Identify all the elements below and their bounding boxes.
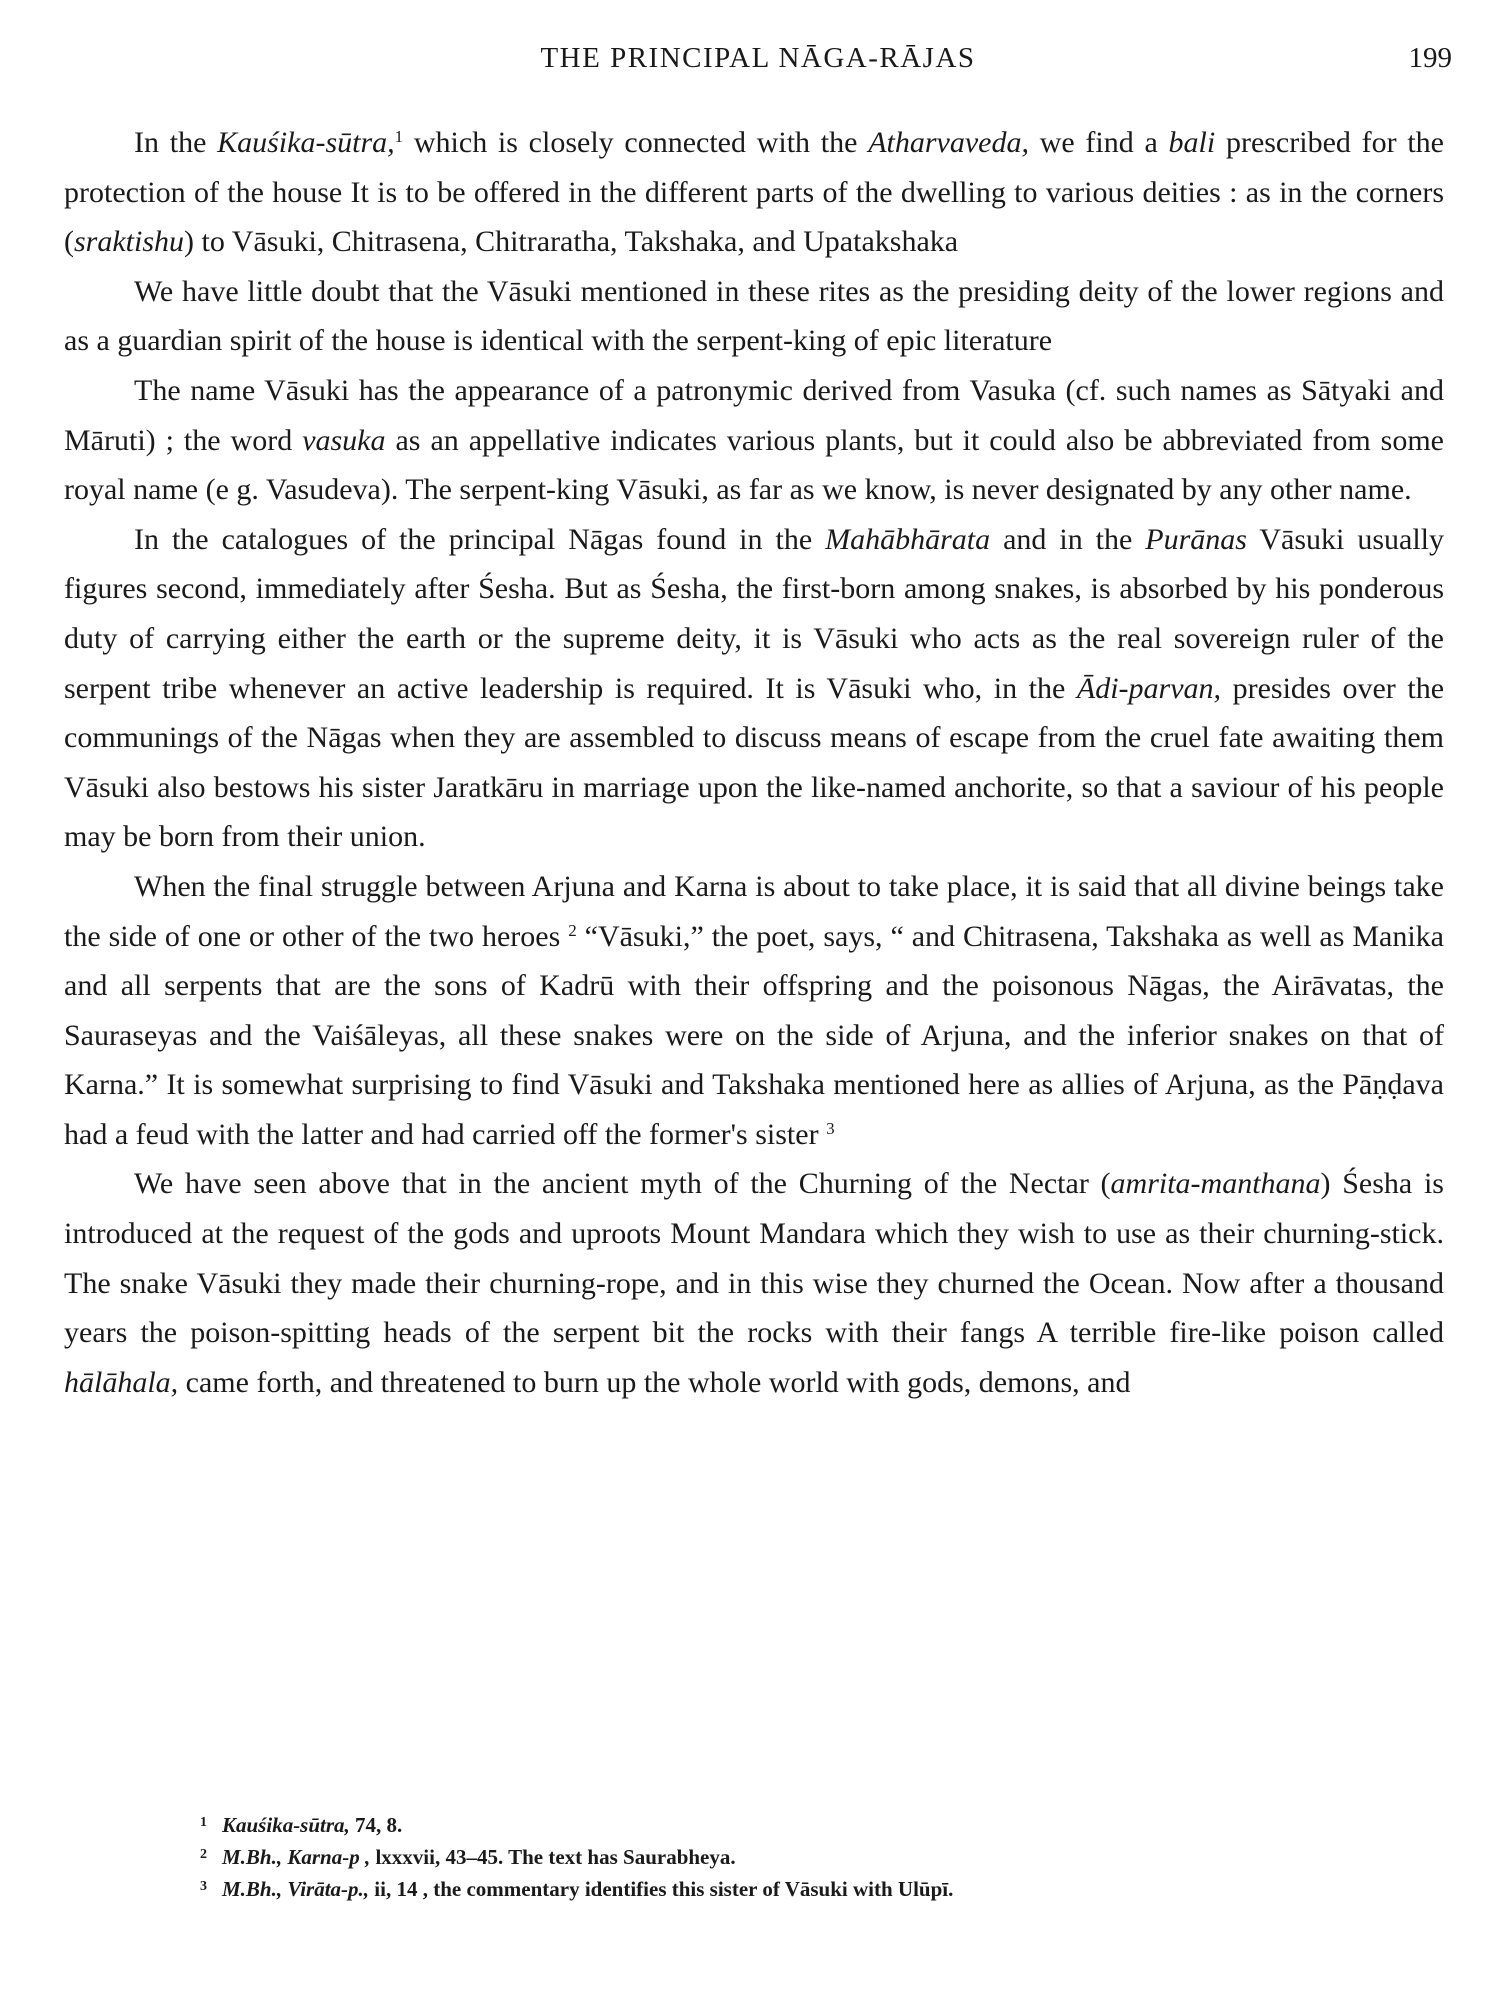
- footnote-source: M.Bh., Karna-p ,: [222, 1845, 371, 1869]
- italic-term: Purānas: [1145, 522, 1247, 556]
- paragraph-2: We have little doubt that the Vāsuki mentioned in these rites as the presiding deity of the lower regions and as a guardian spirit of the house is identical with the serpent-king of epic literature: [64, 274, 1444, 358]
- paragraph-1: [64, 118, 1444, 267]
- text-run: and in the: [990, 522, 1146, 556]
- text-run: In the: [134, 126, 218, 159]
- text-run: we find a: [1028, 126, 1169, 159]
- footnote-text: ii, 14 , the commentary identifies this sister of Vāsuki with Ulūpī.: [369, 1877, 954, 1901]
- text-run: When the final struggle between Arjuna and Karna is about to take place, it is said that all divine beings take the side of one or other of the two heroes: [64, 869, 1444, 953]
- italic-term: vasuka: [302, 423, 386, 457]
- text-run: Vāsuki usually figures second, immediately after Śesha. But as Śesha, the first-born among snakes, is absorbed by his ponderous duty of carrying either the earth or the supreme deity, it is Vāsuki who acts as the real sovereign ruler of the serpent tribe whenever an active leadership is required. It is Vāsuki who, in the: [64, 522, 1444, 705]
- footnotes: [200, 1808, 1360, 1904]
- text-run: presides over the communings of the Nāgas when they are assembled to discuss means of escape from the cruel fate awaiting them Vāsuki also bestows his sister Jaratkāru in marriage upon the like-named anchorite, so that a saviour of his people may be born from their union.: [64, 671, 1445, 854]
- italic-term: sraktishu: [74, 225, 185, 259]
- footnote-2: [200, 1840, 1360, 1872]
- body-text: [64, 118, 1444, 1407]
- italic-term: amrita-manthana: [1110, 1167, 1321, 1201]
- footnote-3: [200, 1872, 1360, 1904]
- page-title: THE PRINCIPAL NĀGA-RĀJAS: [540, 42, 976, 74]
- footnote-mark: 1: [200, 1815, 207, 1830]
- italic-term: bali: [1168, 126, 1216, 159]
- text-run: ) to Vāsuki, Chitrasena, Chitraratha, Takshaka, and Upatakshaka: [184, 225, 959, 259]
- italic-term: Atharvaveda,: [868, 126, 1029, 159]
- text-run: ) Śesha is introduced at the request of the gods and uproots Mount Mandara which they wish to use as their churning-stick. The snake Vāsuki they made their churning-rope, and in this wise they churned the Ocean. Now after a thousand years the poison-spitting heads of the serpent bit the rocks with their fangs A terrible fire-like poison called: [64, 1167, 1444, 1350]
- footnote-source: M.Bh., Virāta-p.,: [222, 1877, 370, 1901]
- footnote-ref: 3: [826, 1118, 835, 1138]
- italic-term: Mahābhārata: [825, 522, 991, 556]
- text-run: prescribed for the protection of the house It is to be offered in the different parts of the dwelling to various deities : as in the corners (: [64, 126, 1444, 259]
- italic-term: Ādi-parvan,: [1076, 671, 1222, 705]
- text-run: which is closely connected with the: [403, 126, 869, 159]
- footnote-ref: 2: [568, 920, 577, 940]
- text-run: In the catalogues of the principal Nāgas found in the: [134, 522, 826, 556]
- footnote-text: 74, 8.: [349, 1813, 403, 1837]
- text-run: We have seen above that in the ancient myth of the Churning of the Nectar (: [134, 1167, 1111, 1201]
- footnote-source: Kauśika-sūtra,: [222, 1813, 350, 1837]
- text-run: “Vāsuki,” the poet, says, “ and Chitrasena, Takshaka as well as Manika and all serpents that are the sons of Kadrū with their offspring and the poisonous Nāgas, the Airāvatas, the Sauraseyas and the Vaiśāleyas, all these snakes were on the side of Arjuna, and the inferior snakes on that of Karna.” It is somewhat surprising to find Vāsuki and Takshaka mentioned here as allies of Arjuna, as the Pāṇḍava had a feud with the latter and had carried off the former's sister: [64, 919, 1445, 1151]
- text-run: The name Vāsuki has the appearance of a patronymic derived from Vasuka (cf. such names as Sātyaki and Māruti) ; the word: [64, 373, 1444, 457]
- footnote-1: [200, 1808, 1360, 1840]
- text-run: as an appellative indicates various plants, but it could also be abbreviated from some royal name (e g. Vasudeva). The serpent-king Vāsuki, as far as we know, is never designated by any other name.: [64, 423, 1445, 507]
- footnote-ref: 1: [394, 127, 404, 146]
- footnote-mark: 2: [200, 1847, 207, 1862]
- paragraph-3: [64, 366, 1444, 515]
- paragraph-4: [64, 515, 1444, 862]
- text-run: came forth, and threatened to burn up the whole world with gods, demons, and: [178, 1365, 1131, 1399]
- running-header: [64, 42, 1452, 82]
- italic-term: hālāhala,: [64, 1365, 179, 1399]
- page-number: 199: [1408, 42, 1452, 74]
- paragraph-5: [64, 862, 1444, 1160]
- paragraph-6: [64, 1159, 1444, 1407]
- footnote-text: lxxxvii, 43–45. The text has Saurabheya.: [370, 1845, 736, 1869]
- italic-term: Kauśika-sūtra,: [217, 126, 395, 159]
- footnote-mark: 3: [200, 1879, 207, 1894]
